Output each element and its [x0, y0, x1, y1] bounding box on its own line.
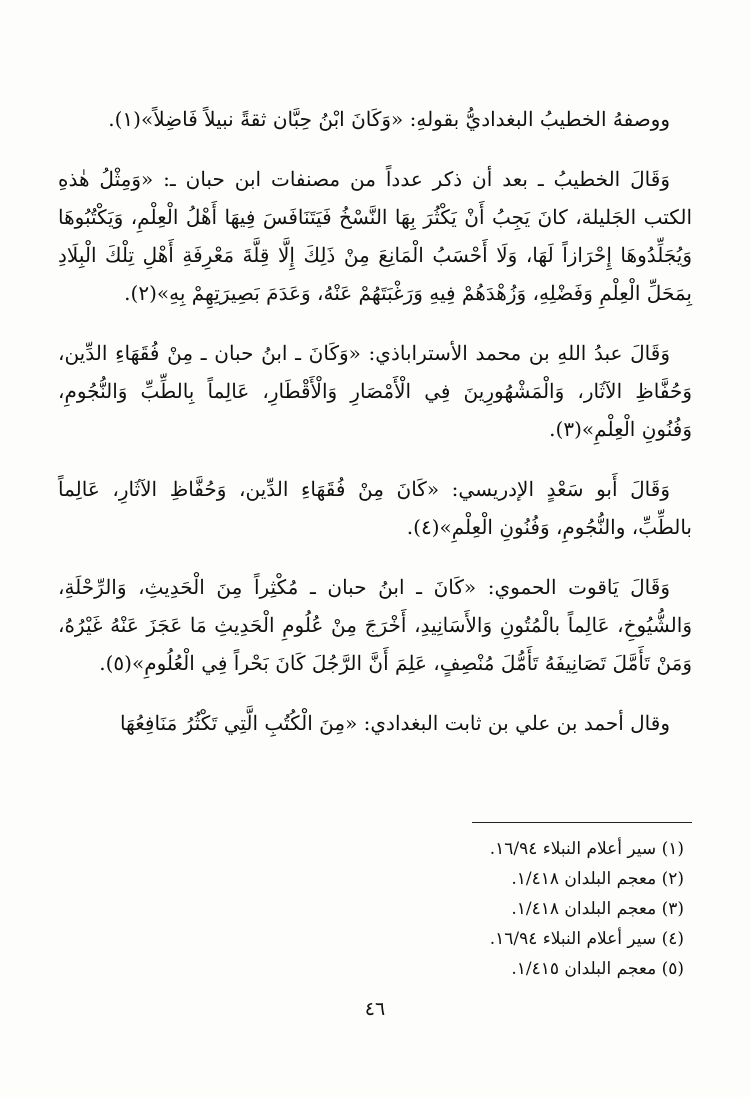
footnote-separator — [472, 822, 692, 823]
paragraph-2: وَقَالَ الخطيبُ ـ بعد أن ذكر عدداً من مصنفات ابن حبان ـ: «وَمِثْلُ هٰذهِ الكتب الجَليلة، كانَ يَجِبُ أَنْ يَكْثُرَ بِهَا النَّسْخُ فَيَتَنَافَسَ فِيهَا أَهْلُ الْعِلْمِ، وَيَكْتُبُوهَا وَيُجَلِّدُوهَا إِحْرَازاً لَهَا، وَلَا أَحْسَبُ الْمَانِعَ مِنْ ذَلِكَ إِلَّا قِلَّةَ مَعْرِفَةِ أَهْلِ تِلْكَ الْبِلَادِ بِمَحَلِّ الْعِلْمِ وَفَضْلِهِ، وَزُهْدَهُمْ فِيهِ وَرَغْبَتَهُمْ عَنْهُ، وَعَدَمَ بَصِيرَتِهِمْ بِهِ»(٢). — [58, 167, 692, 305]
main-text — [58, 100, 692, 742]
paragraph-5: وَقَالَ يَاقوت الحموي: «كَانَ ـ ابنُ حبان ـ مُكْثِراً مِنَ الْحَدِيثِ، وَالرِّحْلَةِ، وَالشُّيُوخِ، عَالِماً بالْمُتُونِ وَالأَسَانِيدِ، أَخْرَجَ مِنْ عُلُومِ الْحَدِيثِ مَا عَجَزَ عَنْهُ غَيْرُهُ، وَمَنْ تَأَمَّلَ تَصَانِيفَهُ تَأَمُّلَ مُنْصِفٍ، عَلِمَ أَنَّ الرَّجُلَ كَانَ بَحْراً فِي الْعُلُومِ»(٥). — [58, 575, 692, 675]
paragraph-6: وقال أحمد بن علي بن ثابت البغدادي: «مِنَ الْكُتُبِ الَّتِي تَكْثُرُ مَنَافِعُهَا — [119, 711, 670, 735]
footnotes — [58, 834, 692, 984]
footnote-4: (٤) سير أعلام النبلاء ١٦/٩٤. — [489, 929, 684, 949]
footnote-2: (٢) معجم البلدان ١/٤١٨. — [511, 869, 684, 889]
paragraph-4: وَقَالَ أَبو سَعْدٍ الإدريسي: «كَانَ مِنْ فُقَهَاءِ الدِّين، وَحُفَّاظِ الآثَارِ، عَالِماً بالطِّبِّ، والنُّجُومِ، وَفُنُونِ الْعِلْمِ»(٤). — [58, 477, 692, 539]
paragraph-1: ووصفهُ الخطيبُ البغداديُّ بقولهِ: «وَكَانَ ابْنُ حِبَّان ثقةً نبيلاً فَاضِلاً»(١). — [108, 107, 670, 131]
footnote-1: (١) سير أعلام النبلاء ١٦/٩٤. — [489, 839, 684, 859]
footnote-3: (٣) معجم البلدان ١/٤١٨. — [511, 899, 684, 919]
footnote-5: (٥) معجم البلدان ١/٤١٥. — [511, 959, 684, 979]
page-number: ٤٦ — [364, 998, 386, 1020]
paragraph-3: وَقَالَ عبدُ اللهِ بن محمد الأستراباذي: «وَكَانَ ـ ابنُ حبان ـ مِنْ فُقَهَاءِ الدِّين، وَحُفَّاظِ الآثَار، وَالْمَشْهُورِينَ فِي الْأَمْصَارِ وَالْأَقْطَارِ، عَالِماً بِالطِّبِّ وَالنُّجُومِ، وَفُنُونِ الْعِلْمِ»(٣). — [58, 341, 692, 441]
